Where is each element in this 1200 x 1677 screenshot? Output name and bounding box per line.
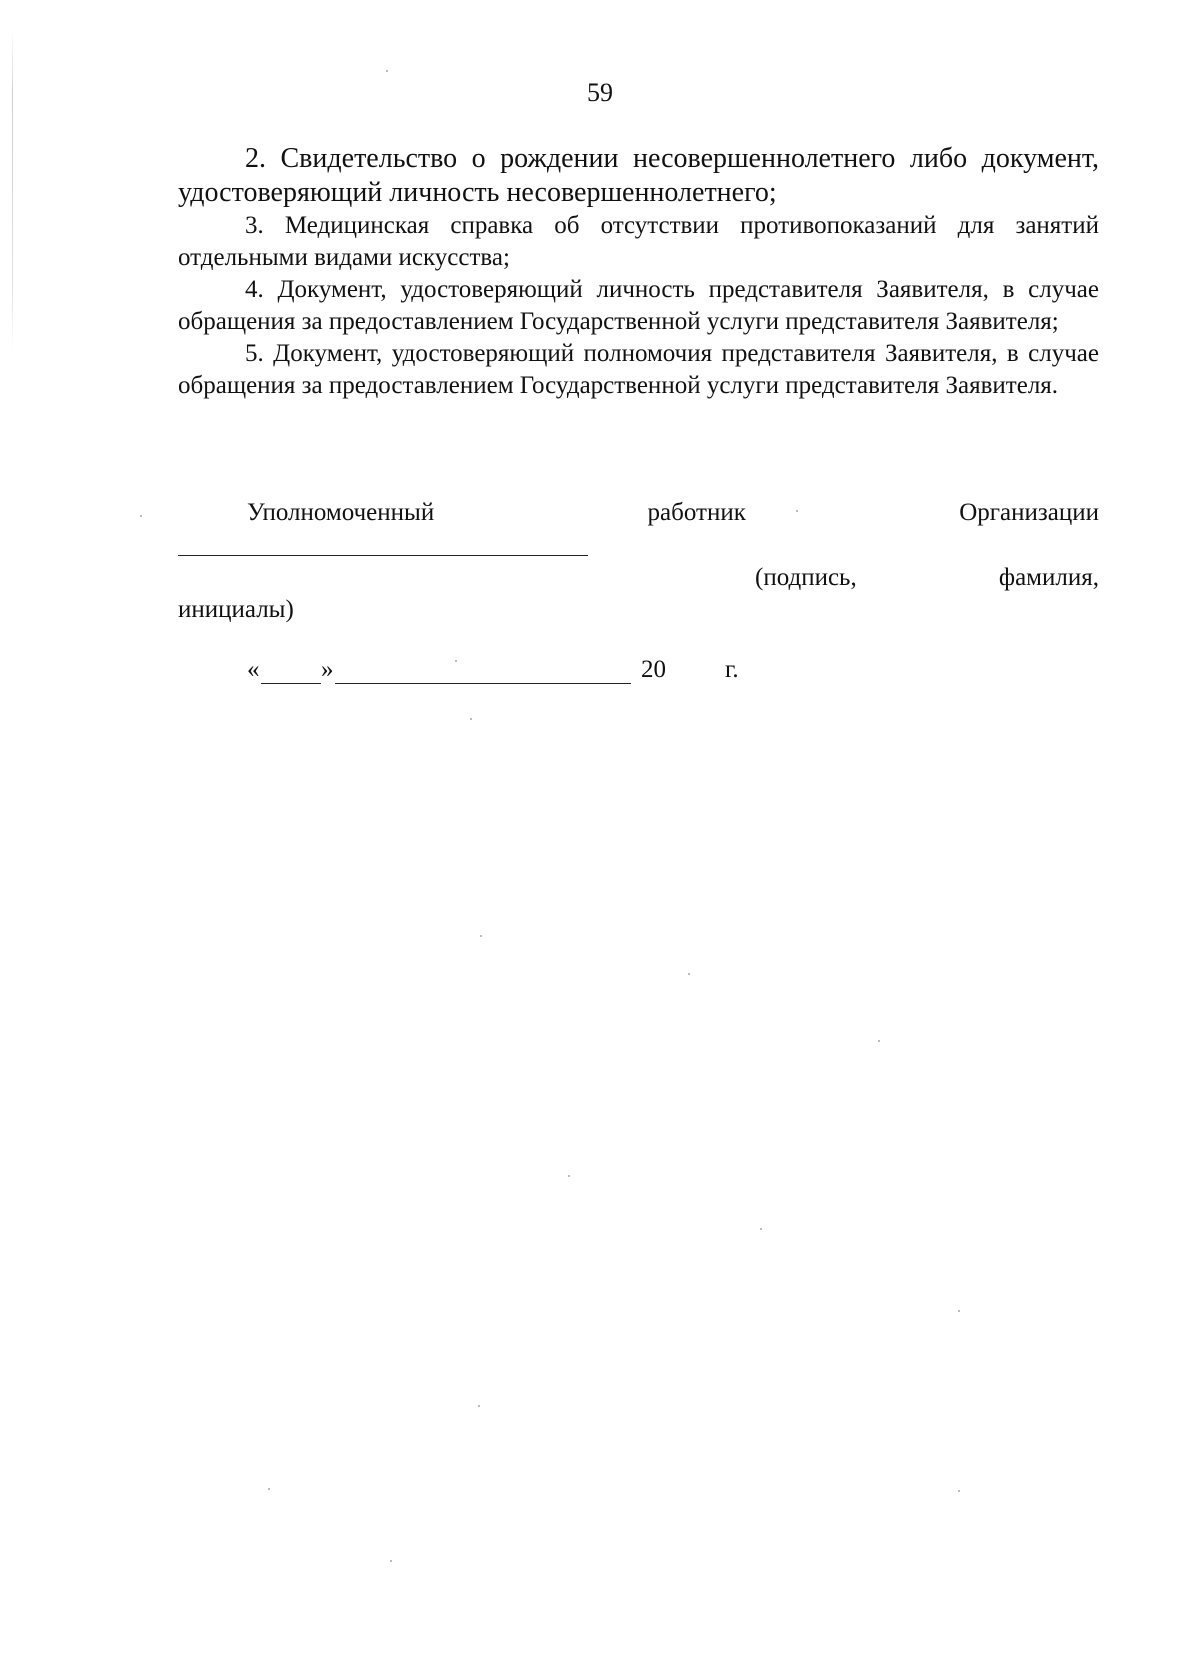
list-item-2: 2. Свидетельство о рождении несовершеннолетнего либо документ, удостоверяющий личность несовершеннолетнего; <box>178 143 1099 208</box>
scan-speck <box>268 1488 270 1490</box>
scan-speck <box>478 1405 480 1407</box>
scan-speck <box>688 973 690 975</box>
date-year-suffix: г. <box>725 656 739 683</box>
scan-speck <box>390 1560 392 1562</box>
date-line <box>247 655 767 689</box>
list-item-5: 5. Документ, удостоверяющий полномочия представителя Заявителя, в случае обращения за предоставлением Государственной услуги представителя Заявителя. <box>178 340 1099 399</box>
page-number: 59 <box>587 78 613 107</box>
scan-speck <box>796 510 798 512</box>
scan-speck <box>958 1490 960 1492</box>
signature-word-employee: работник <box>647 499 746 526</box>
date-month-blank[interactable] <box>335 683 631 684</box>
signature-word-authorized: Уполномоченный <box>247 499 435 526</box>
list-item-4: 4. Документ, удостоверяющий личность представителя Заявителя, в случае обращения за предоставлением Государственной услуги представителя Заявителя; <box>178 276 1099 335</box>
scan-speck <box>760 1228 762 1230</box>
scan-speck <box>386 70 388 72</box>
scan-speck <box>480 935 482 937</box>
signature-hint-signature: (подпись, <box>755 564 857 591</box>
signature-blank-line[interactable] <box>178 555 588 556</box>
signature-hint <box>755 563 1099 593</box>
list-item-3: 3. Медицинская справка об отсутствии противопоказаний для занятий отдельными видами искусства; <box>178 212 1099 271</box>
scan-speck <box>568 1175 570 1177</box>
date-day-blank[interactable] <box>261 683 321 684</box>
scan-speck <box>878 1040 880 1042</box>
scan-speck <box>958 1310 960 1312</box>
date-year-prefix: 20 <box>641 656 666 683</box>
scan-speck <box>140 515 142 517</box>
date-close-quote: » <box>321 656 334 683</box>
date-open-quote: « <box>247 656 260 683</box>
signature-hint-surname: фамилия, <box>998 564 1099 591</box>
document-body <box>178 142 1099 402</box>
signature-word-organization: Организации <box>959 499 1099 526</box>
signature-hint-initials: инициалы) <box>178 596 294 623</box>
scan-speck <box>455 660 457 662</box>
signature-caption <box>247 498 1099 528</box>
scan-speck <box>470 718 472 720</box>
